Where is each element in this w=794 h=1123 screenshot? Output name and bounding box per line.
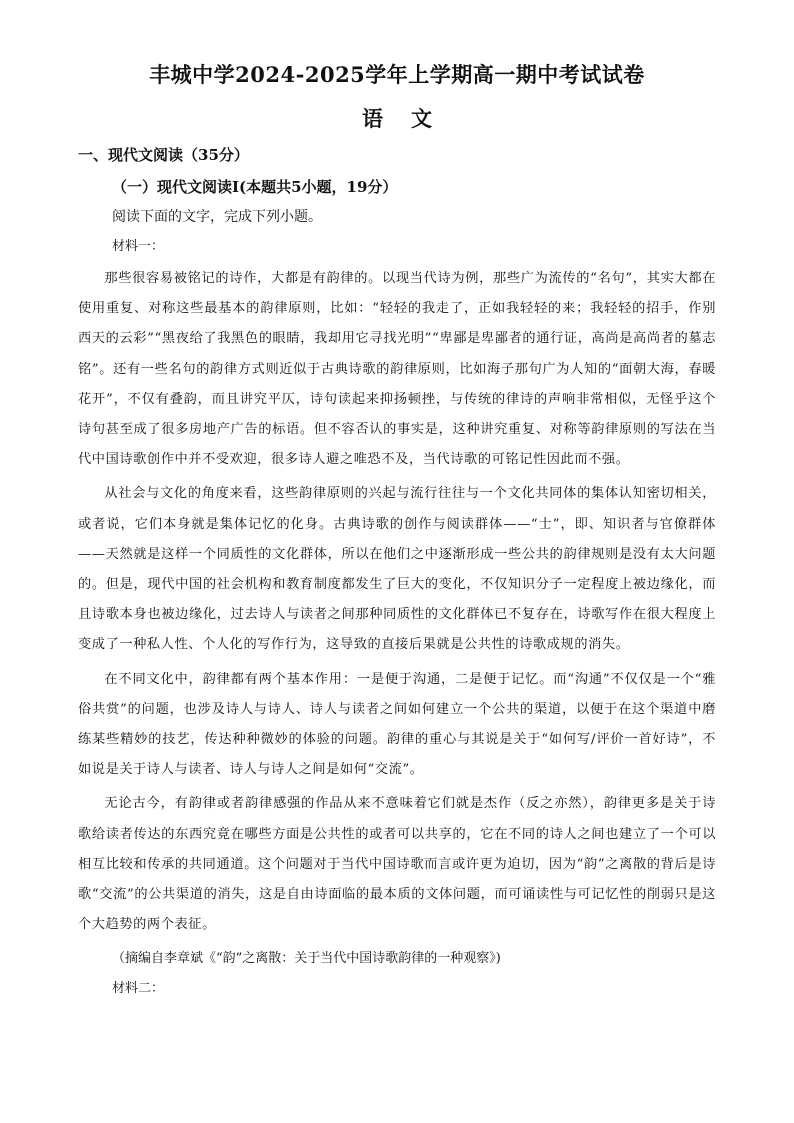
subject-title: 语文 [362, 106, 460, 131]
paragraph: 无论古今，有韵律或者韵律感强的作品从来不意味着它们就是杰作（反之亦然），韵律更多是关于诗歌给读者传达的东西究竟在哪些方面是公共性的或者可以共享的，它在不同的诗人之间也建立了一个可以相互比较和传承的共同通道。这个问题对于当代中国诗歌而言或许更为迫切，因为“韵”之离散的背后是诗歌“交流”的公共渠道的消失，这是自由诗面临的最本质的文体问题，而可诵读性与可记忆性的削弱只是这个大趋势的两个表征。 [78, 796, 716, 933]
reading-instruction: 阅读下面的文字，完成下列小题。 [112, 209, 322, 225]
paragraph: 在不同文化中，韵律都有两个基本作用：一是便于沟通，二是便于记忆。而“沟通”不仅仅是一个“雅俗共赏”的问题，也涉及诗人与诗人、诗人与读者之间如何建立一个公共的渠道，以便于在这个渠道中磨练某些精妙的技艺，传达种种微妙的体验的问题。韵律的重心与其说是关于“如何写/评价一首好诗”，不如说是关于诗人与读者、诗人与诗人之间是如何“交流”。 [78, 671, 716, 778]
source-citation: （摘编自李章斌《“韵”之离散：关于当代中国诗歌韵律的一种观察》) [112, 951, 501, 967]
paragraph: 那些很容易被铭记的诗作，大都是有韵律的。以现当代诗为例，那些广为流传的“名句”，其实大都在使用重复、对称这些最基本的韵律原则，比如：“轻轻的我走了，正如我轻轻的来；我轻轻的招手，作别西天的云彩”“黑夜给了我黑色的眼睛，我却用它寻找光明”“卑鄙是卑鄙者的通行证，高尚是高尚者的墓志铭”。还有一些名句的韵律方式则近似于古典诗歌的韵律原则，比如海子那句广为人知的“面朝大海，春暖花开”，不仅有叠韵，而且讲究平仄，诗句读起来抑扬顿挫，与传统的律诗的声响非常相似，无怪乎这个诗句甚至成了很多房地产广告的标语。但不容否认的事实是，这种讲究重复、对称等韵律原则的写法在当代中国诗歌创作中并不受欢迎，很多诗人避之唯恐不及，当代诗歌的可铭记性因此而不强。 [78, 271, 716, 468]
paragraph: 从社会与文化的角度来看，这些韵律原则的兴起与流行往往与一个文化共同体的集体认知密切相关，或者说，它们本身就是集体记忆的化身。古典诗歌的创作与阅读群体——“士”，即、知识者与官僚群体——天然就是这样一个同质性的文化群体，所以在他们之中逐渐形成一些公共的韵律规则是没有太大问题的。但是，现代中国的社会机构和教育制度都发生了巨大的变化，不仅知识分子一定程度上被边缘化，而且诗歌本身也被边缘化，过去诗人与读者之间那种同质性的文化群体已不复存在，诗歌写作在很大程度上变成了一种私人性、个人化的写作行为，这导致的直接后果就是公共性的诗歌成规的消失。 [78, 486, 716, 653]
section-heading: 一、现代文阅读（35分） [78, 146, 249, 164]
material-one-label: 材料一： [112, 239, 165, 254]
exam-title: 丰城中学2024-2025学年上学期高一期中考试试卷 [149, 62, 645, 87]
material-two-label: 材料二： [112, 981, 165, 997]
subsection-heading: （一）现代文阅读Ⅰ(本题共5小题，19分） [112, 178, 398, 196]
